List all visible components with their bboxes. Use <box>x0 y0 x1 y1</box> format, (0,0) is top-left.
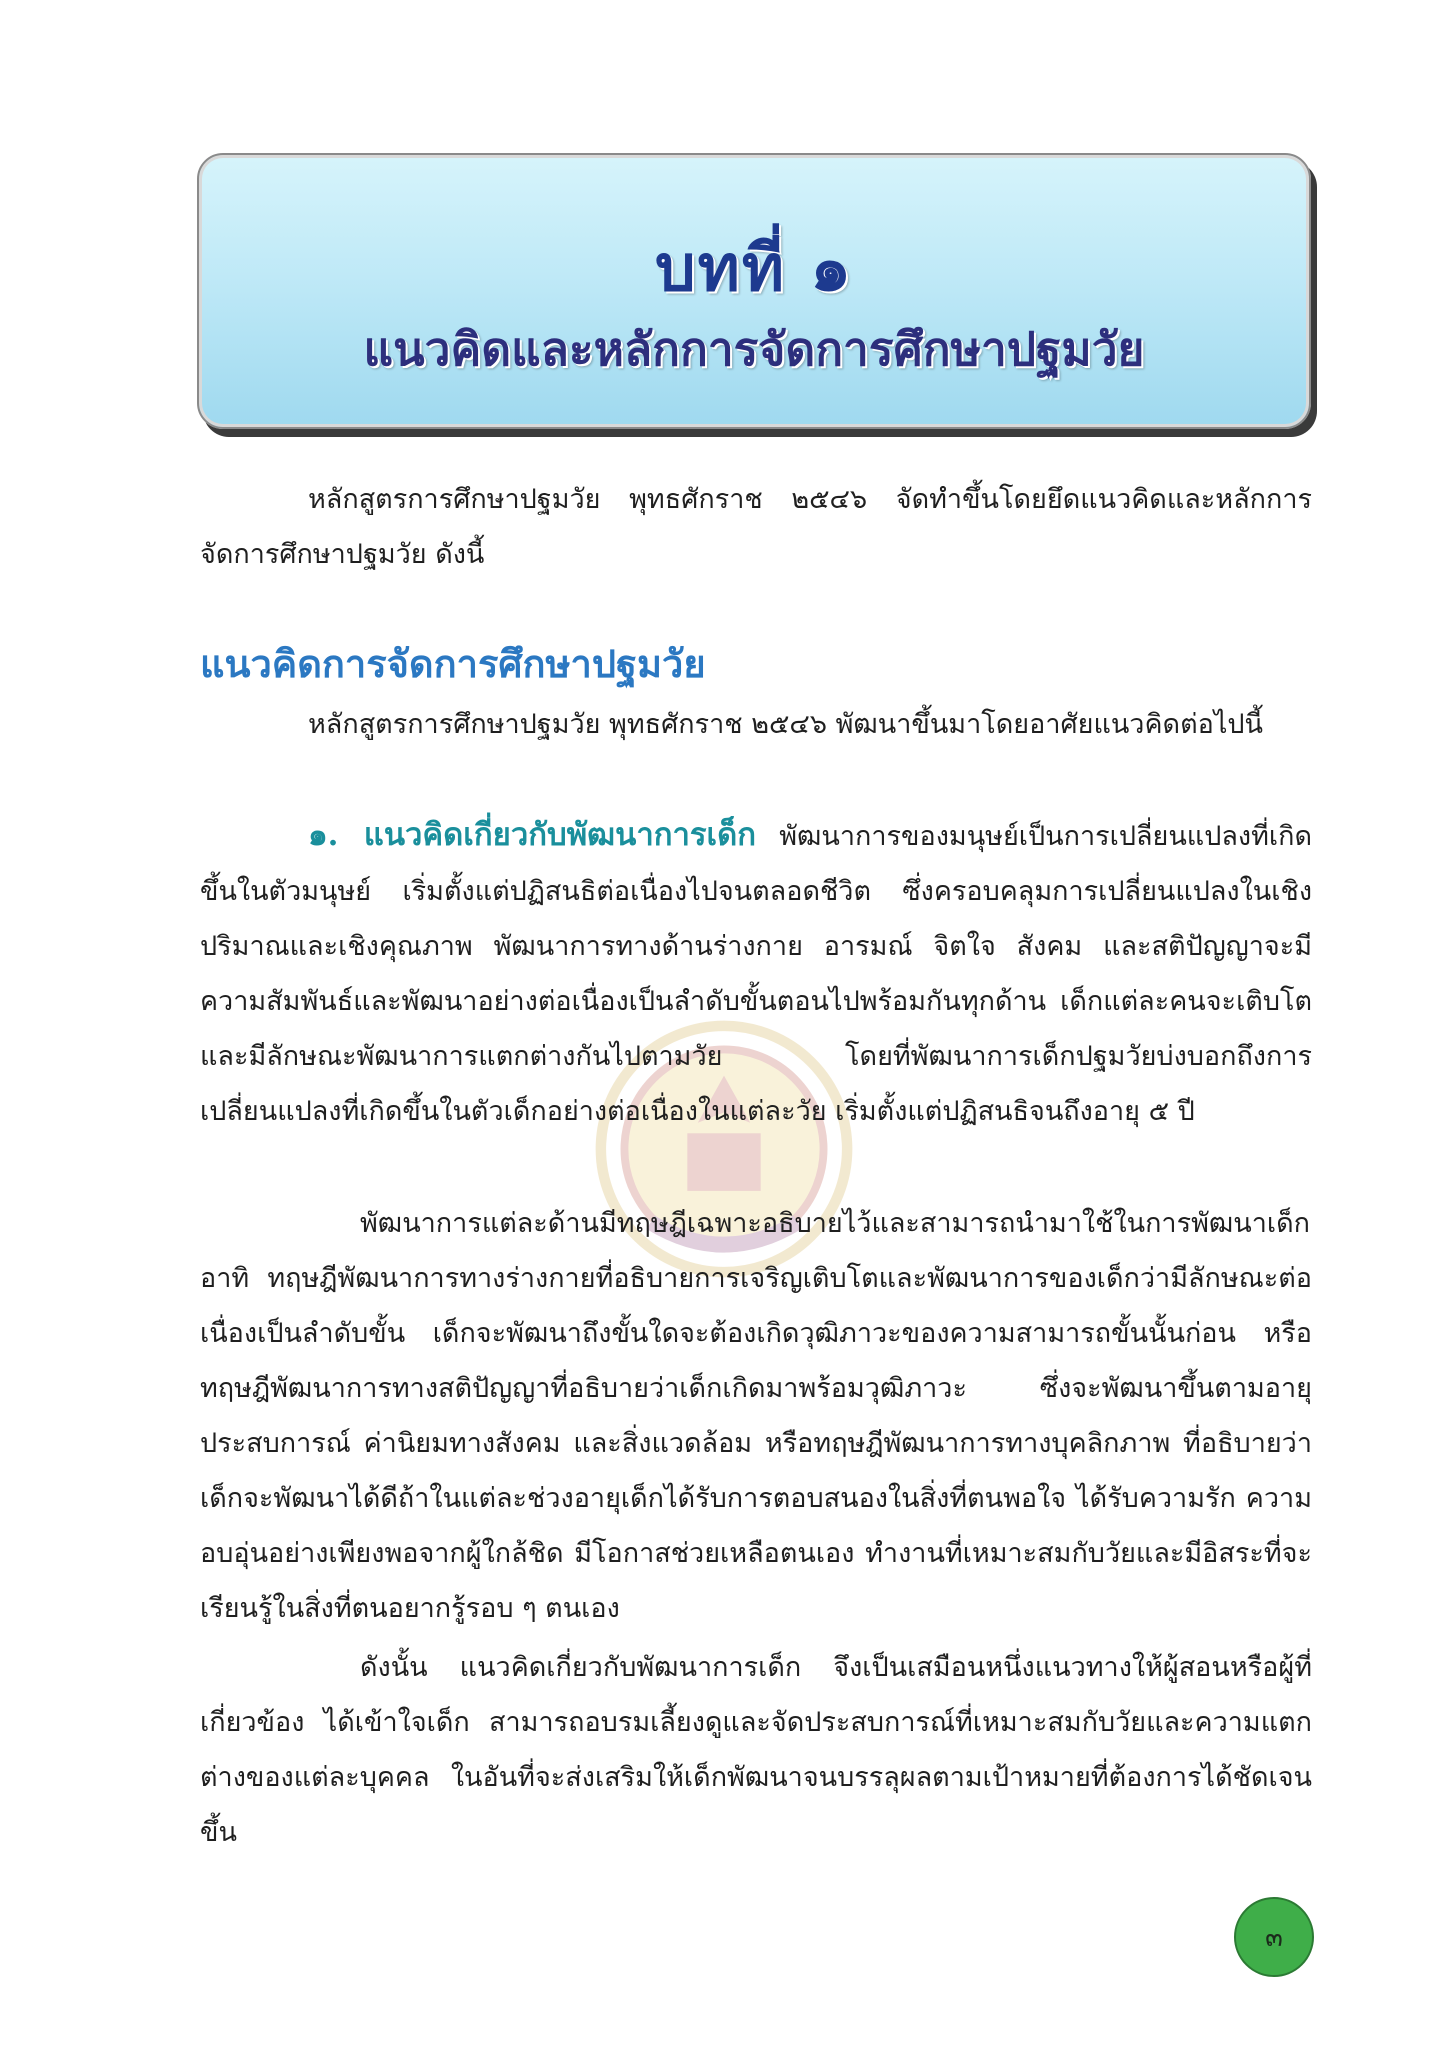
paragraph-conclusion-text: ดังนั้น แนวคิดเกี่ยวกับพัฒนาการเด็ก จึงเป็นเสมือนหนึ่งแนวทางให้ผู้สอนหรือผู้ที่เกี่ยวข้อง ได้เข้าใจเด็ก สามารถอบรมเลี้ยงดูและจัดประสบการณ์ที่เหมาะสมกับวัยและความแตกต่างของแต่ละบุคคล ในอันที่จะส่งเสริมให้เด็กพัฒนาจนบรรลุผลตามเป้าหมายที่ต้องการได้ชัดเจนขึ้น <box>200 1652 1312 1848</box>
paragraph-theories <box>200 1196 1312 1636</box>
chapter-banner <box>197 153 1311 429</box>
section-heading: แนวคิดการจัดการศึกษาปฐมวัย <box>200 641 706 686</box>
chapter-title: แนวคิดและหลักการจัดการศึกษาปฐมวัย <box>363 322 1145 376</box>
item1-text: พัฒนาการของมนุษย์เป็นการเปลี่ยนแปลงที่เกิดขึ้นในตัวมนุษย์ เริ่มตั้งแต่ปฏิสนธิต่อเนื่องไปจนตลอดชีวิต ซึ่งครอบคลุมการเปลี่ยนแปลงในเชิงปริมาณและเชิงคุณภาพ พัฒนาการทางด้านร่างกาย อารมณ์ จิตใจ สังคม และสติปัญญาจะมีความสัมพันธ์และพัฒนาอย่างต่อเนื่องเป็นลำดับขั้นตอนไปพร้อมกันทุกด้าน เด็กแต่ละคนจะเติบโตและมีลักษณะพัฒนาการแตกต่างกันไปตามวัย โดยที่พัฒนาการเด็กปฐมวัยบ่งบอกถึงการเปลี่ยนแปลงที่เกิดขึ้นในตัวเด็กอย่างต่อเนื่องในแต่ละวัย เริ่มตั้งแต่ปฏิสนธิจนถึงอายุ ๕ ปี <box>200 821 1312 1127</box>
intro-paragraph <box>200 472 1312 582</box>
intro-text: หลักสูตรการศึกษาปฐมวัย พุทธศักราช ๒๕๔๖ จัดทำขึ้นโดยยึดแนวคิดและหลักการจัดการศึกษาปฐมวัย ดังนี้ <box>200 484 1312 570</box>
item1-body <box>200 808 1312 1139</box>
paragraph-theories-text: พัฒนาการแต่ละด้านมีทฤษฎีเฉพาะอธิบายไว้และสามารถนำมาใช้ในการพัฒนาเด็ก อาทิ ทฤษฎีพัฒนาการทางร่างกายที่อธิบายการเจริญเติบโตและพัฒนาการของเด็กว่ามีลักษณะต่อเนื่องเป็นลำดับขั้น เด็กจะพัฒนาถึงขั้นใดจะต้องเกิดวุฒิภาวะของความสามารถขั้นนั้นก่อน หรือ ทฤษฎีพัฒนาการทางสติปัญญาที่อธิบายว่าเด็กเกิดมาพร้อมวุฒิภาวะ ซึ่งจะพัฒนาขึ้นตามอายุ ประสบการณ์ ค่านิยมทางสังคม และสิ่งแวดล้อม หรือทฤษฎีพัฒนาการทางบุคลิกภาพ ที่อธิบายว่าเด็กจะพัฒนาได้ดีถ้าในแต่ละช่วงอายุเด็กได้รับการตอบสนองในสิ่งที่ตนพอใจ ได้รับความรัก ความอบอุ่นอย่างเพียงพอจากผู้ใกล้ชิด มีโอกาสช่วยเหลือตนเอง ทำงานที่เหมาะสมกับวัยและมีอิสระที่จะเรียนรู้ในสิ่งที่ตนอยากรู้รอบ ๆ ตนเอง <box>200 1208 1312 1624</box>
page-number-badge: ๓ <box>1234 1897 1314 1977</box>
item1-paragraph <box>200 808 1312 1139</box>
chapter-number: บทที่ ๑ <box>655 232 853 306</box>
paragraph-conclusion <box>200 1640 1312 1860</box>
section-lead-paragraph: หลักสูตรการศึกษาปฐมวัย พุทธศักราช ๒๕๔๖ พัฒนาขึ้นมาโดยอาศัยแนวคิดต่อไปนี้ <box>308 709 1263 740</box>
item1-heading: ๑. แนวคิดเกี่ยวกับพัฒนาการเด็ก <box>308 817 757 853</box>
